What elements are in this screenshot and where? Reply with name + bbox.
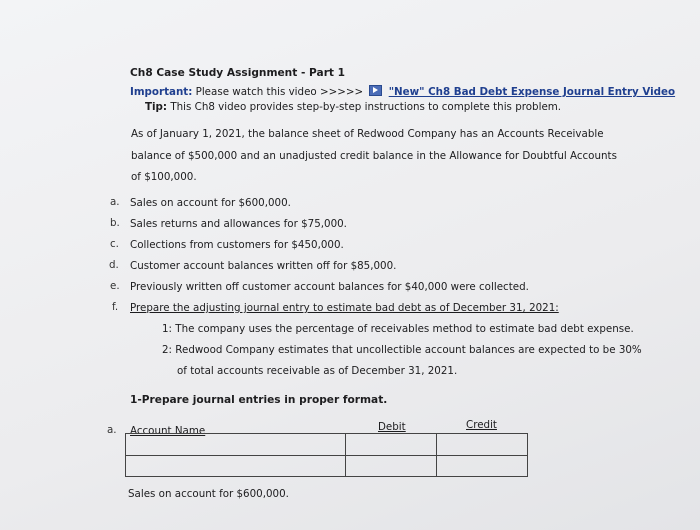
item-letter: f. xyxy=(112,301,119,313)
item-text: Previously written off customer account balances for $40,000 were collected. xyxy=(130,281,529,293)
subitem-2: 2: Redwood Company estimates that uncollectible account balances are expected to be 30% xyxy=(162,344,642,356)
intro-line-2: balance of $500,000 and an unadjusted credit balance in the Allowance for Doubtful Accounts xyxy=(131,150,617,162)
intro-line-3: of $100,000. xyxy=(131,171,197,183)
tip-line xyxy=(145,100,561,114)
item-letter: d. xyxy=(109,259,119,271)
important-line xyxy=(130,85,675,99)
tip-text: This Ch8 video provides step-by-step instructions to complete this problem. xyxy=(170,101,562,113)
journal-entry-table xyxy=(125,433,528,477)
debit-input[interactable] xyxy=(346,434,437,456)
item-text: Sales on account for $600,000. xyxy=(130,197,291,209)
tip-label: Tip: xyxy=(145,101,168,113)
subitem-2-continued: of total accounts receivable as of December 31, 2021. xyxy=(177,365,458,377)
item-letter: a. xyxy=(110,196,120,208)
item-text: Customer account balances written off for $85,000. xyxy=(130,260,397,272)
section-heading: 1-Prepare journal entries in proper format. xyxy=(130,394,388,406)
account-name-input[interactable] xyxy=(126,455,346,477)
account-name-input[interactable] xyxy=(126,434,346,456)
account-name-header: Account Name xyxy=(130,425,206,437)
credit-header: Credit xyxy=(466,419,497,431)
item-letter: e. xyxy=(110,280,120,292)
intro-line-1: As of January 1, 2021, the balance sheet of Redwood Company has an Accounts Receivable xyxy=(131,128,604,140)
item-text: Collections from customers for $450,000. xyxy=(130,239,344,251)
important-label: Important: xyxy=(130,86,193,98)
journal-letter: a. xyxy=(107,424,117,436)
table-row xyxy=(126,434,528,456)
important-text: Please watch this video >>>>> xyxy=(195,86,364,98)
journal-caption: Sales on account for $600,000. xyxy=(128,488,289,500)
credit-input[interactable] xyxy=(437,434,528,456)
debit-header: Debit xyxy=(378,421,406,433)
video-icon xyxy=(369,85,382,96)
item-letter: c. xyxy=(110,238,119,250)
table-row xyxy=(126,455,528,477)
item-text: Sales returns and allowances for $75,000. xyxy=(130,218,347,230)
item-text: Prepare the adjusting journal entry to estimate bad debt as of December 31, 2021: xyxy=(130,302,559,314)
debit-input[interactable] xyxy=(346,455,437,477)
assignment-title: Ch8 Case Study Assignment - Part 1 xyxy=(130,67,346,79)
subitem-1: 1: The company uses the percentage of receivables method to estimate bad debt expense. xyxy=(162,323,634,335)
video-link[interactable]: "New" Ch8 Bad Debt Expense Journal Entry Video xyxy=(388,86,676,98)
item-letter: b. xyxy=(110,217,120,229)
credit-input[interactable] xyxy=(437,455,528,477)
